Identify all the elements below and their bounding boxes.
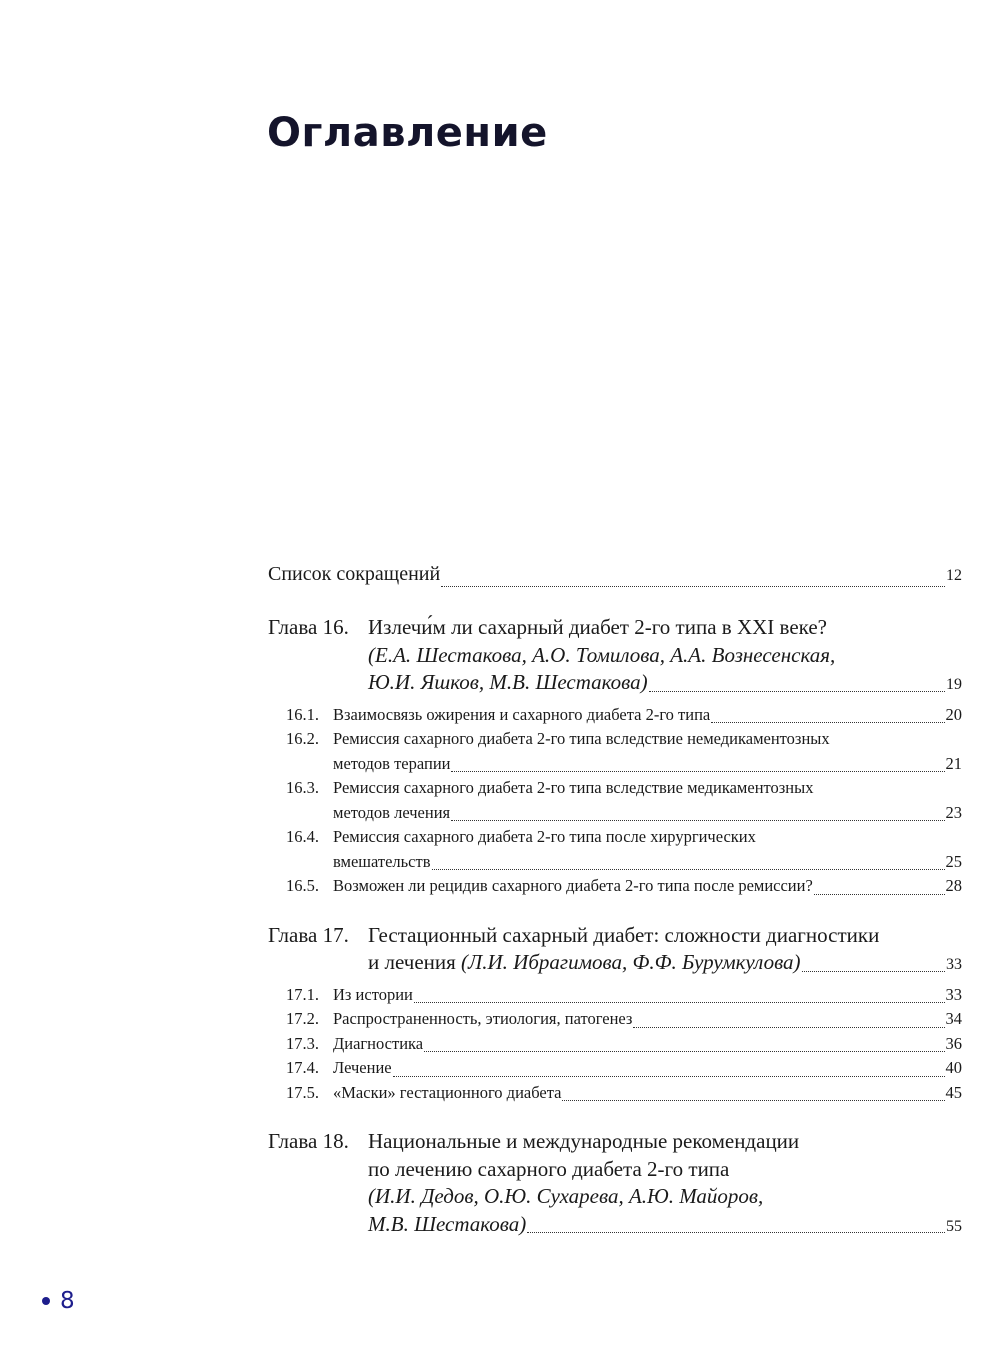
toc-page-number: 34 — [945, 1009, 962, 1028]
chapter-title: по лечению сахарного диабета 2-го типа — [368, 1156, 730, 1181]
toc-page-number: 36 — [945, 1033, 962, 1053]
bullet-icon — [42, 1297, 50, 1305]
dot-leader — [441, 586, 945, 587]
chapter-line — [268, 670, 962, 698]
section-title: Ремиссия сахарного диабета 2-го типа после хирургических — [333, 827, 756, 846]
section-text — [268, 827, 756, 847]
dot-leader — [432, 869, 945, 870]
section-list — [268, 705, 962, 901]
section-title: Диагностика — [333, 1033, 424, 1053]
chapter-text — [368, 1184, 763, 1209]
section-line — [268, 705, 962, 730]
section-title: «Маски» гестационного диабета — [333, 1082, 562, 1102]
chapter-label: Глава 18. — [268, 1129, 349, 1153]
toc-entry-label: Список сокращений — [268, 563, 441, 585]
chapter-line — [268, 1157, 962, 1185]
dot-leader — [649, 691, 945, 692]
section-title: Лечение — [333, 1058, 392, 1077]
section-title: Взаимосвязь ожирения и сахарного диабета 2-го типа — [333, 704, 711, 724]
section-title: методов лечения — [333, 802, 451, 822]
toc-entry-abbreviations[interactable] — [268, 563, 962, 593]
toc-page-number: 20 — [945, 704, 962, 724]
page-number: 8 — [60, 1288, 75, 1314]
section-entry[interactable] — [268, 985, 962, 1010]
section-entry[interactable] — [268, 1058, 962, 1083]
chapter-line — [268, 1184, 962, 1212]
page-footer — [42, 1288, 75, 1314]
section-title: Ремиссия сахарного диабета 2-го типа вследствие медикаментозных — [333, 778, 814, 797]
dot-leader — [814, 894, 945, 895]
toc-page-number: 55 — [946, 1217, 962, 1235]
section-text — [268, 985, 413, 1005]
chapter-title: и лечения — [368, 950, 462, 974]
section-number: 17.5. — [286, 1082, 319, 1102]
toc-page-number: 25 — [945, 851, 962, 871]
toc-page-number: 33 — [945, 984, 962, 1004]
chapter-text — [268, 1129, 799, 1154]
section-title: Из истории — [333, 984, 413, 1004]
chapter-entry[interactable] — [268, 923, 962, 1108]
section-entry[interactable] — [268, 705, 962, 730]
section-number: 17.4. — [286, 1058, 319, 1077]
section-entry[interactable] — [268, 876, 962, 901]
dot-leader — [424, 1051, 944, 1052]
chapter-label: Глава 16. — [268, 615, 349, 639]
chapter-authors: (Е.А. Шестакова, А.О. Томилова, А.А. Вознесенская, — [368, 642, 836, 667]
chapter-title: Национальные и международные рекомендации — [368, 1129, 800, 1153]
table-of-contents — [268, 563, 962, 1239]
dot-leader — [633, 1027, 944, 1028]
toc-page-number: 40 — [945, 1058, 962, 1077]
section-list — [268, 985, 962, 1108]
chapter-text — [368, 1212, 526, 1237]
section-entry[interactable] — [268, 827, 962, 876]
chapter-text — [368, 1157, 729, 1182]
section-number: 16.1. — [286, 704, 319, 724]
chapter-text — [368, 950, 801, 975]
chapter-line — [268, 923, 962, 951]
section-title: методов терапии — [333, 753, 451, 773]
chapter-text — [268, 923, 879, 948]
section-line — [268, 754, 962, 779]
section-line — [268, 876, 962, 901]
chapter-text — [268, 615, 827, 640]
chapter-text — [368, 643, 835, 668]
section-line — [268, 803, 962, 828]
section-title: Возможен ли рецидив сахарного диабета 2-го типа после ремиссии? — [333, 876, 813, 895]
dot-leader — [451, 771, 944, 772]
chapter-line — [268, 1212, 962, 1240]
dot-leader — [802, 971, 945, 972]
dot-leader — [451, 820, 944, 821]
section-number: 16.4. — [286, 827, 319, 846]
section-line — [268, 827, 962, 852]
dot-leader — [562, 1100, 944, 1101]
dot-leader — [527, 1232, 945, 1233]
toc-page-number: 33 — [946, 956, 962, 973]
section-text — [268, 1058, 392, 1078]
chapter-list — [268, 615, 962, 1239]
section-text — [268, 1009, 632, 1029]
toc-page-number: 21 — [945, 753, 962, 773]
chapter-line — [268, 1129, 962, 1157]
chapter-title: Излечи́м ли сахарный диабет 2-го типа в XXI веке? — [368, 615, 827, 639]
section-number: 16.3. — [286, 778, 319, 797]
section-line — [268, 1009, 962, 1034]
chapter-authors: Ю.И. Яшков, М.В. Шестакова) — [368, 670, 648, 694]
dot-leader — [414, 1002, 945, 1003]
chapter-entry[interactable] — [268, 1129, 962, 1239]
toc-page-number: 45 — [945, 1082, 962, 1102]
section-line — [268, 729, 962, 754]
section-title: Распространенность, этиология, патогенез — [333, 1009, 633, 1028]
section-line — [268, 852, 962, 877]
section-text — [268, 1083, 561, 1103]
dot-leader — [393, 1076, 945, 1077]
toc-page-number: 12 — [946, 567, 962, 584]
section-text — [268, 876, 813, 896]
section-line — [268, 1034, 962, 1059]
section-text — [268, 729, 830, 749]
section-entry[interactable] — [268, 1083, 962, 1108]
chapter-authors: (И.И. Дедов, О.Ю. Сухарева, А.Ю. Майоров, — [368, 1184, 764, 1208]
section-number: 17.3. — [286, 1033, 319, 1053]
section-entry[interactable] — [268, 778, 962, 827]
section-number: 16.2. — [286, 729, 319, 748]
section-entry[interactable] — [268, 1034, 962, 1059]
section-line — [268, 985, 962, 1010]
section-line — [268, 778, 962, 803]
section-number: 17.1. — [286, 984, 319, 1004]
chapter-title: Гестационный сахарный диабет: сложности диагностики — [368, 922, 880, 947]
section-title: Ремиссия сахарного диабета 2-го типа вследствие немедикаментозных — [333, 729, 830, 748]
section-title: вмешательств — [333, 851, 431, 871]
section-text — [333, 754, 450, 774]
section-entry[interactable] — [268, 1009, 962, 1034]
section-text — [268, 705, 710, 725]
toc-page-number: 19 — [946, 676, 962, 693]
section-line — [268, 1083, 962, 1108]
chapter-line — [268, 950, 962, 978]
chapter-line — [268, 643, 962, 671]
chapter-entry[interactable] — [268, 615, 962, 901]
section-text — [268, 1034, 423, 1054]
section-text — [333, 852, 431, 872]
section-number: 17.2. — [286, 1009, 319, 1028]
dot-leader — [711, 722, 944, 723]
toc-page-number: 28 — [945, 876, 962, 895]
section-text — [268, 778, 813, 798]
section-text — [333, 803, 450, 823]
chapter-authors: М.В. Шестакова) — [368, 1211, 527, 1236]
section-number: 16.5. — [286, 876, 319, 895]
section-entry[interactable] — [268, 729, 962, 778]
chapter-authors: (Л.И. Ибрагимова, Ф.Ф. Бурумкулова) — [461, 950, 801, 974]
chapter-line — [268, 615, 962, 643]
chapter-text — [368, 670, 648, 695]
section-line — [268, 1058, 962, 1083]
chapter-label: Глава 17. — [268, 922, 349, 947]
toc-page-number: 23 — [945, 802, 962, 822]
page-title: Оглавление — [267, 110, 548, 156]
